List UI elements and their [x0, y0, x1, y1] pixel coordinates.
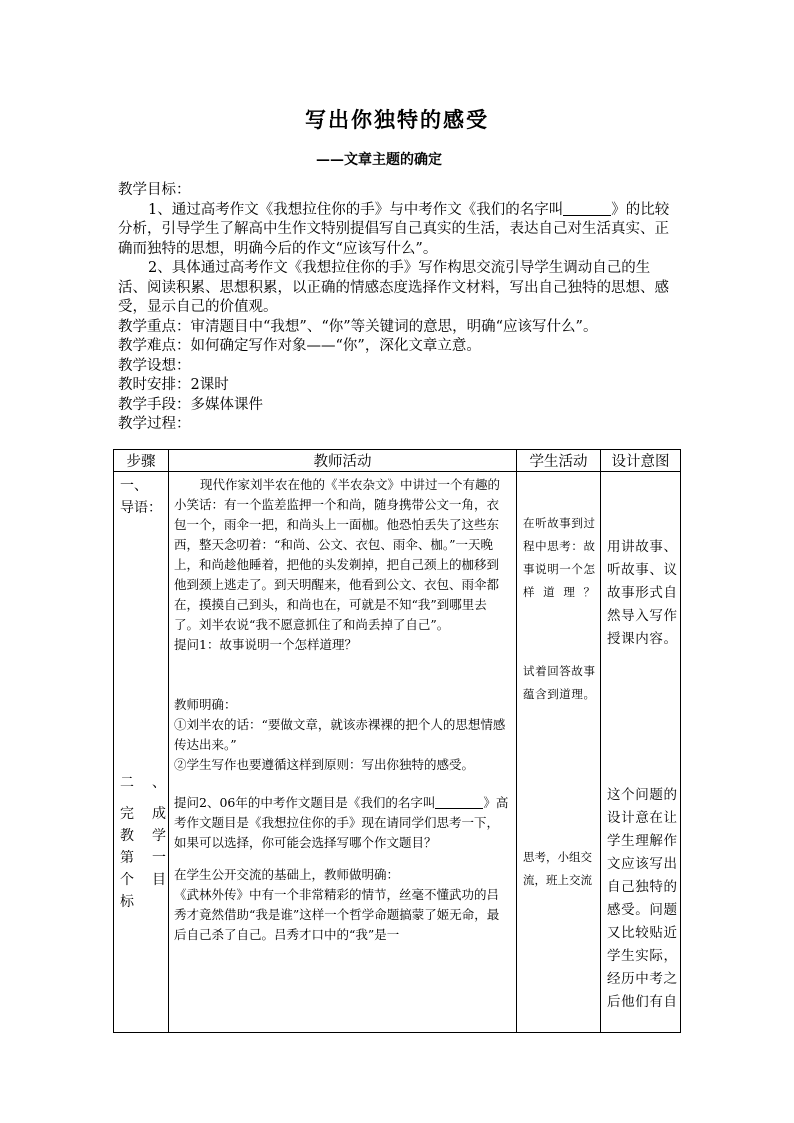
objectives-heading: 教学目标：	[118, 182, 191, 198]
step-1-number: 一、	[120, 478, 148, 494]
student-activity-2: 试着回答故事蕴含到道理。	[523, 664, 595, 701]
document-subtitle: ——文章主题的确定	[316, 152, 442, 168]
process-heading: 教学过程：	[118, 416, 191, 432]
blank-line	[563, 201, 611, 216]
lesson-table	[113, 449, 681, 1033]
student-activity-1: 在听故事到过程中思考：故事说明一个怎样道理？	[523, 516, 595, 599]
objective-1: 1、通过高考作文《我想拉住你的手》与中考作文《我们的名字叫 》的比较分析，引导学生了解高中生作文特别提倡写自己真实的生活，表达自己对生活真实、正确而独特的思想，明确今后的作文“应该写什么”。	[118, 201, 670, 257]
clarify-1: ①刘半农的话：“要做文章，就该赤裸裸的把个人的思想情感传达出来。”	[174, 717, 506, 752]
story-paragraph: 现代作家刘半农在他的《半农杂文》中讲过一个有趣的小笑话：有一个监差监押一个和尚，随身携带公文一角，衣包一个，雨伞一把，和尚头上一面枷。他恐怕丢失了这些东西，整天念叨着：“和尚、公文、衣包、雨伞、枷。”一天晚上，和尚趁他睡着，把他的头发剃掉，把自己颈上的枷移到他到颈上逃走了。到天明醒来，他看到公文、衣包、雨伞都在，摸摸自己到头，和尚也在，可就是不知“我”到哪里去了。刘半农说“我不愿意抓住了和尚丢掉了自己”。	[174, 477, 501, 632]
lesson-intro	[118, 181, 678, 435]
table-row	[114, 472, 681, 1033]
blank-line	[435, 794, 483, 809]
clarify-heading: 教师明确：	[174, 697, 237, 712]
step-2-line: 第一	[120, 850, 166, 866]
question-1: 提问1：故事说明一个怎样道理？	[174, 637, 357, 652]
design-intent-1: 用讲故事、听故事、议故事形式自然导入写作授课内容。	[607, 539, 677, 647]
step-2-line: 二、	[120, 775, 166, 791]
step-2-line: 教学	[120, 828, 166, 844]
teaching-design: 教学设想：	[118, 357, 191, 374]
student-activity-cell	[517, 472, 601, 1033]
design-intent-2: 这个问题的设计意在让学生理解作文应该写出自己独特的感受。问题又比较贴近学生实际，经历中考之后他们有自	[607, 787, 677, 1010]
teacher-activity-cell	[169, 472, 517, 1033]
student-activity-3: 思考，小组交流，班上交流	[523, 850, 592, 887]
schedule: 教时安排：2课时	[118, 377, 229, 393]
question-2: 提问2、06年的中考作文题目是《我们的名字叫 》高考作文题目是《我想拉住你的手》现在请同学们思考一下，如果可以选择，你可能会选择写哪个作文题目？	[174, 795, 509, 850]
header-student: 学生活动	[517, 450, 601, 472]
teaching-means: 教学手段：多媒体课件	[118, 396, 263, 413]
steps-cell	[114, 472, 169, 1033]
header-teacher: 教师活动	[169, 450, 517, 472]
clarify-2: ②学生写作也要遵循这样到原则：写出你独特的感受。	[174, 757, 475, 772]
header-intent: 设计意图	[601, 450, 681, 472]
header-steps: 步骤	[114, 450, 169, 472]
difficulty: 教学难点：如何确定写作对象——“你”，深化文章立意。	[118, 338, 481, 354]
key-point: 教学重点：审清题目中“我想”、“你”等关键词的意思，明确“应该写什么”。	[118, 318, 598, 335]
design-intent-cell	[601, 472, 681, 1033]
exchange-note: 在学生公开交流的基础上，教师做明确：	[174, 867, 400, 882]
step-1-label: 导语：	[120, 500, 162, 516]
document-title: 写出你独特的感受	[305, 107, 489, 132]
table-header-row	[114, 450, 681, 472]
step-2-line: 完成	[120, 806, 166, 822]
wulin-paragraph: 《武林外传》中有一个非常精彩的情节，丝毫不懂武功的吕秀才竟然借助“我是谁”这样一个哲学命题搞蒙了姬无命，最后自己杀了自己。吕秀才口中的“我”是一	[174, 887, 500, 942]
step-2-line: 个目	[120, 872, 166, 888]
step-2-line: 标	[120, 894, 134, 910]
objective-2: 2、具体通过高考作文《我想拉住你的手》写作构思交流引导学生调动自己的生活、阅读积累、思想积累，以正确的情感态度选择作文材料，写出自己独特的思想、感受，显示自己的价值观。	[118, 260, 669, 315]
